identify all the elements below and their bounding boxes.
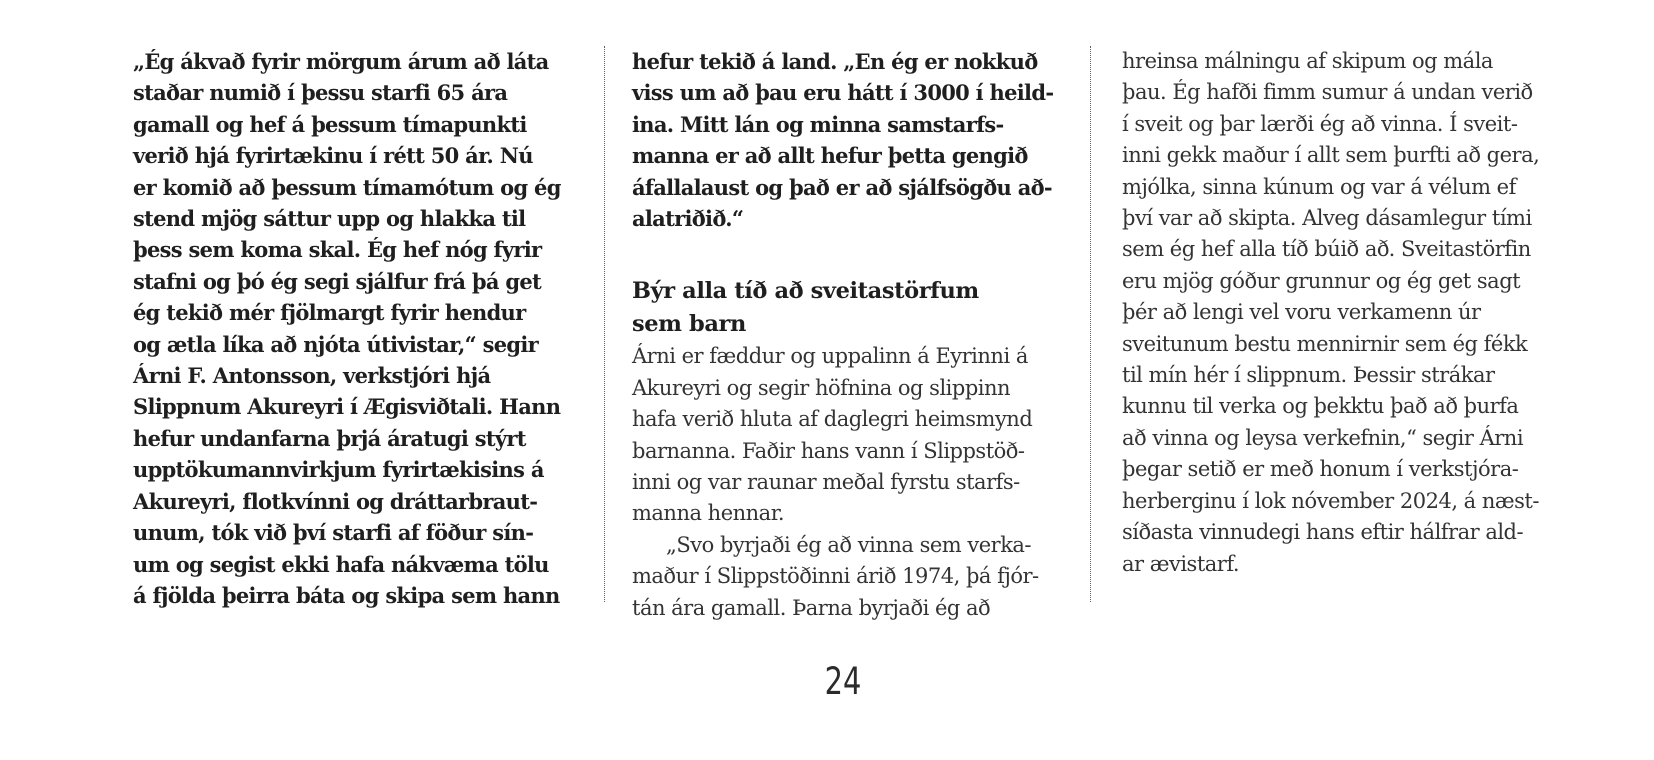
text-line: því var að skipta. Alveg dásamlegur tími — [1122, 206, 1532, 231]
text-line: stend mjög sáttur upp og hlakka til — [133, 206, 526, 232]
text-line: ég tekið mér fjölmargt fyrir hendur — [133, 300, 526, 326]
text-line: herberginu í lok nóvember 2024, á næst- — [1122, 488, 1539, 513]
text-line: verið hjá fyrirtækinu í rétt 50 ár. Nú — [133, 143, 533, 169]
text-line: Árni er fæddur og uppalinn á Eyrinni á — [632, 344, 1028, 369]
text-line: sveitunum bestu mennirnir sem ég fékk — [1122, 331, 1528, 356]
text-line: sem barn — [632, 311, 746, 338]
text-line: „Svo byrjaði ég að vinna sem verka- — [666, 532, 1032, 557]
text-line: ar ævistarf. — [1122, 551, 1240, 576]
text-line: tán ára gamall. Þarna byrjaði ég að — [632, 595, 991, 620]
text-line: inni gekk maður í allt sem þurfti að gera, — [1122, 143, 1540, 168]
text-column-2 — [632, 46, 1080, 624]
text-column-3 — [1122, 46, 1572, 580]
paragraph — [1122, 46, 1572, 580]
column-divider-1 — [604, 46, 605, 602]
section-heading — [632, 275, 1080, 341]
page-number: 24 — [824, 660, 862, 703]
paragraph — [632, 530, 1080, 624]
column-divider-2 — [1090, 46, 1091, 602]
text-line: upptökumannvirkjum fyrirtækisins á — [133, 457, 544, 483]
text-line: Akureyri og segir höfnina og slippinn — [632, 375, 1011, 400]
text-line: viss um að þau eru hátt í 3000 í heild- — [632, 80, 1054, 106]
text-line: manna er að allt hefur þetta gengið — [632, 143, 1028, 169]
text-line: er komið að þessum tímamótum og ég — [133, 174, 561, 200]
text-line: að vinna og leysa verkefnin,“ segir Árni — [1122, 425, 1524, 450]
text-line: inni og var raunar meðal fyrstu starfs- — [632, 470, 1020, 495]
text-line: hefur undanfarna þrjá áratugi stýrt — [133, 425, 526, 451]
text-line: staðar numið í þessu starfi 65 ára — [133, 80, 508, 106]
text-line: unum, tók við því starfi af föður sín- — [133, 520, 534, 546]
text-line: mjólka, sinna kúnum og var á vélum ef — [1122, 174, 1516, 199]
paragraph — [133, 46, 595, 611]
text-line: hreinsa málningu af skipum og mála — [1122, 49, 1493, 73]
text-line: þér að lengi vel voru verkamenn úr — [1122, 300, 1481, 325]
text-line: Slippnum Akureyri í Ægisviðtali. Hann — [133, 394, 561, 420]
text-line: þess sem koma skal. Ég hef nóg fyrir — [133, 237, 542, 263]
paragraph — [632, 341, 1080, 529]
paragraph — [632, 46, 1080, 234]
text-line: til mín hér í slippnum. Þessir strákar — [1122, 363, 1495, 388]
text-line: hafa verið hluta af daglegri heimsmynd — [632, 407, 1033, 432]
text-line: síðasta vinnudegi hans eftir hálfrar ald- — [1122, 520, 1524, 545]
text-line: gamall og hef á þessum tímapunkti — [133, 111, 527, 137]
text-line: Býr alla tíð að sveitastörfum — [632, 278, 979, 305]
text-line: áfallalaust og það er að sjálfsögðu að- — [632, 174, 1052, 200]
text-line: þegar setið er með honum í verkstjóra- — [1122, 457, 1519, 482]
text-line: manna hennar. — [632, 501, 785, 526]
text-line: eru mjög góður grunnur og ég get sagt — [1122, 268, 1521, 293]
text-line: ina. Mitt lán og minna samstarfs- — [632, 111, 1004, 137]
text-column-1 — [133, 46, 595, 611]
text-line: alatriðið.“ — [632, 206, 744, 232]
text-line: á fjölda þeirra báta og skipa sem hann — [133, 582, 560, 608]
text-line: Árni F. Antonsson, verkstjóri hjá — [133, 363, 491, 389]
text-line: þau. Ég hafði fimm sumur á undan verið — [1122, 80, 1533, 105]
text-line: og ætla líka að njóta útivistar,“ segir — [133, 331, 539, 357]
text-line: í sveit og þar lærði ég að vinna. Í sveit- — [1122, 111, 1518, 136]
text-line: stafni og þó ég segi sjálfur frá þá get — [133, 268, 541, 294]
text-line: „Ég ákvað fyrir mörgum árum að láta — [133, 49, 549, 74]
text-line: um og segist ekki hafa nákvæma tölu — [133, 551, 549, 577]
text-line: hefur tekið á land. „En ég er nokkuð — [632, 49, 1038, 74]
text-line: kunnu til verka og þekktu það að þurfa — [1122, 394, 1519, 419]
text-line: Akureyri, flotkvínni og dráttarbraut- — [133, 488, 538, 514]
text-line: barnanna. Faðir hans vann í Slippstöð- — [632, 438, 1025, 463]
text-line: maður í Slippstöðinni árið 1974, þá fjór- — [632, 564, 1039, 589]
text-line: sem ég hef alla tíð búið að. Sveitastörfin — [1122, 237, 1531, 262]
